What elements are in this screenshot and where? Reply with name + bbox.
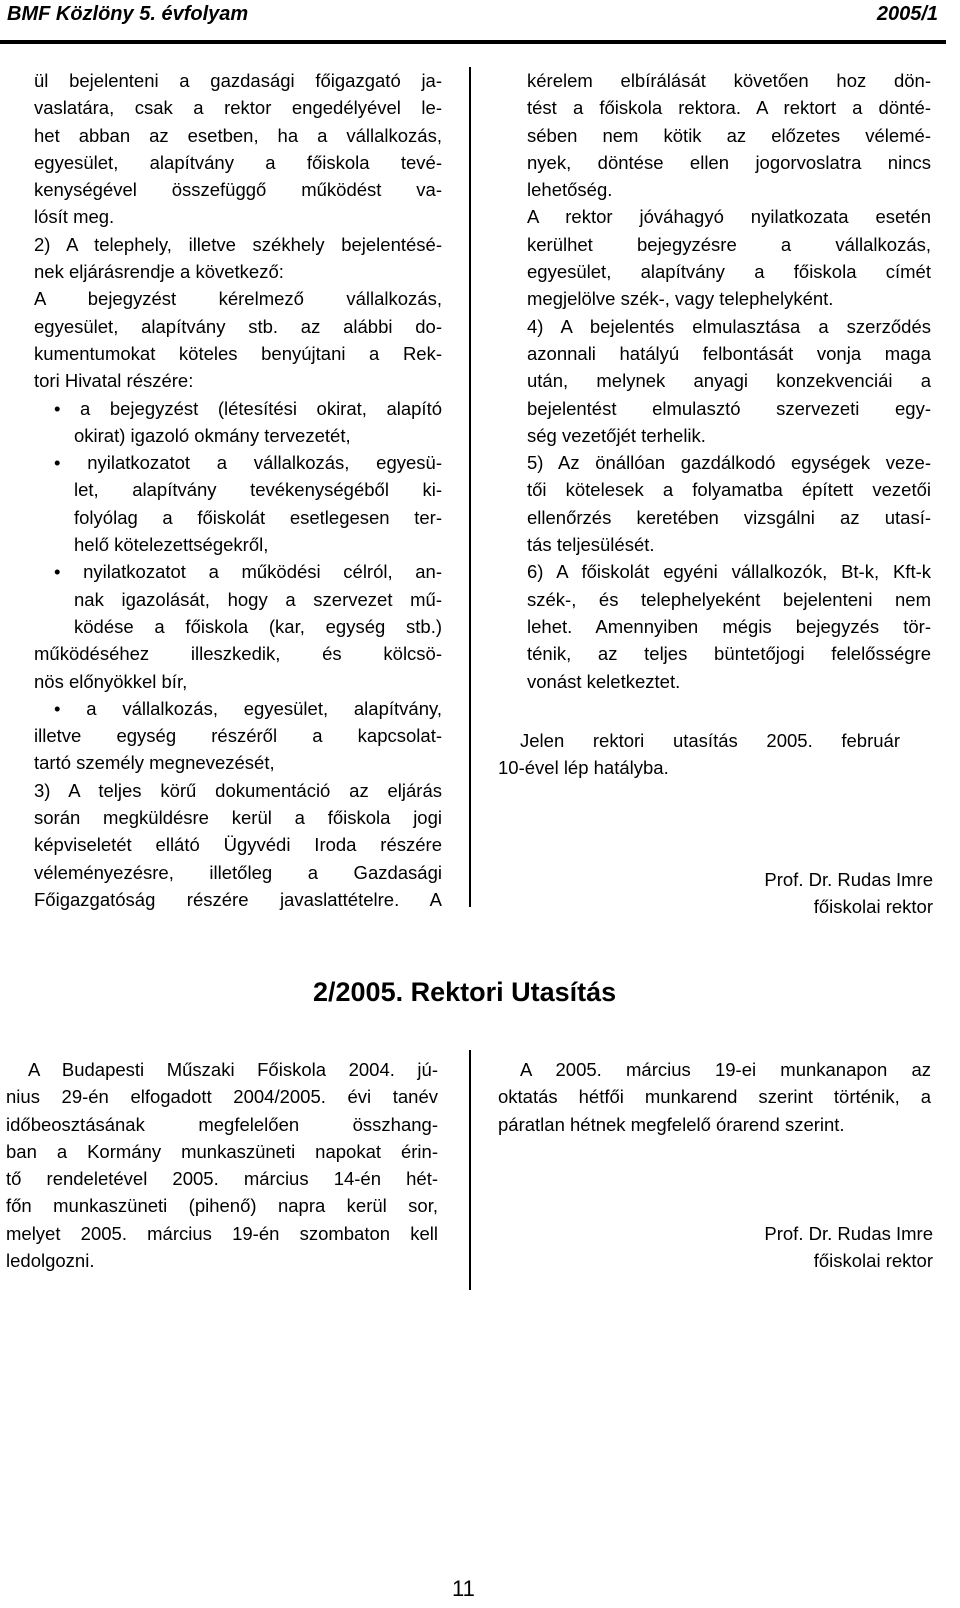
page-number: 11: [452, 1576, 475, 1601]
text-line: azonnali hatályú felbontását vonja maga: [527, 342, 931, 364]
section1-signature: [764, 866, 933, 921]
section2-right-column: [498, 1056, 931, 1138]
text-line: után, melynek anyagi konzekvenciái a: [527, 370, 931, 392]
text-line: • nyilatkozatot a működési célról, an-: [54, 561, 442, 583]
text-line: szék-, és telephelyeként bejelenteni nem: [527, 588, 931, 610]
text-line: A bejegyzést kérelmező vállalkozás,: [34, 288, 442, 310]
text-line: sében nem kötik az előzetes vélemé-: [527, 124, 931, 146]
text-line: nek eljárásrendje a következő:: [34, 261, 284, 283]
text-line: képviseletét ellátó Ügyvédi Iroda részére: [34, 834, 442, 856]
text-line: során megküldésre kerül a főiskola jogi: [34, 807, 442, 829]
column-divider: [469, 67, 471, 907]
text-line: tartó személy megnevezését,: [34, 752, 275, 774]
text-line: A rektor jóváhagyó nyilatkozata esetén: [527, 206, 931, 228]
text-line: let, alapítvány tevékenységéből ki-: [74, 479, 442, 501]
text-line: Jelen rektori utasítás 2005. február: [520, 730, 900, 751]
text-line: okirat) igazoló okmány tervezetét,: [74, 424, 351, 446]
effective-date-paragraph: [498, 727, 900, 782]
text-line: het abban az esetben, ha a vállalkozás,: [34, 124, 442, 146]
signature-title: főiskolai rektor: [813, 896, 933, 918]
text-line: 6) A főiskolát egyéni vállalkozók, Bt-k, Kft-k: [527, 561, 931, 583]
text-line: kumentumokat köteles benyújtani a Rek-: [34, 342, 442, 364]
text-line: helő kötelezettségekről,: [74, 534, 269, 556]
text-line: kerülhet bejegyzésre a vállalkozás,: [527, 233, 931, 255]
journal-title: BMF Közlöny 5. évfolyam: [7, 3, 249, 25]
signature-name: Prof. Dr. Rudas Imre: [764, 1223, 933, 1244]
text-line: lósít meg.: [34, 206, 115, 228]
column-divider-2: [469, 1050, 471, 1290]
text-line: nius 29-én elfogadott 2004/2005. évi tanév: [6, 1086, 438, 1108]
text-line: főn munkaszüneti (pihenő) napra kerül sor,: [6, 1195, 438, 1217]
text-line: folyólag a főiskolát esetlegesen ter-: [74, 506, 442, 528]
issue-number: 2005/1: [876, 3, 938, 25]
section2-left-column: [6, 1056, 438, 1274]
text-line: oktatás hétfői munkarend szerint történik, a: [498, 1086, 931, 1108]
section2-signature: [764, 1220, 933, 1275]
text-line: tést a főiskola rektora. A rektort a dönté-: [527, 97, 931, 119]
text-line: lehetőség.: [527, 179, 613, 201]
text-line: A 2005. március 19-ei munkanapon az: [520, 1059, 931, 1080]
signature-title: főiskolai rektor: [813, 1250, 933, 1272]
text-line: tás teljesülését.: [527, 534, 655, 556]
signature-name: Prof. Dr. Rudas Imre: [764, 869, 933, 890]
text-line: ténik, az teljes büntetőjogi felelősségre: [527, 643, 931, 665]
text-line: egyesület, alapítvány a főiskola tevé-: [34, 151, 442, 173]
text-line: ledolgozni.: [6, 1250, 95, 1272]
text-line: illetve egység részéről a kapcsolat-: [34, 725, 442, 747]
text-line: melyet 2005. március 19-én szombaton kell: [6, 1222, 438, 1244]
text-line: egyesület, alapítvány stb. az alábbi do-: [34, 315, 442, 337]
text-line: egyesület, alapítvány a főiskola címét: [527, 261, 931, 283]
text-line: • a vállalkozás, egyesület, alapítvány,: [54, 697, 442, 719]
text-line: tő rendeletével 2005. március 14-én hét-: [6, 1168, 438, 1190]
text-line: • a bejegyzést (létesítési okirat, alapító: [54, 397, 442, 419]
text-line: ség vezetőjét terhelik.: [527, 424, 706, 446]
text-line: nak igazolását, hogy a szervezet mű-: [74, 588, 442, 610]
header-rule: [0, 40, 946, 44]
text-line: 3) A teljes körű dokumentáció az eljárás: [34, 779, 442, 801]
text-line: • nyilatkozatot a vállalkozás, egyesü-: [54, 452, 442, 474]
text-line: bejelentést elmulasztó szervezeti egy-: [527, 397, 931, 419]
text-line: ellenőrzés keretében vizsgálni az utasí-: [527, 506, 931, 528]
text-line: lehet. Amennyiben mégis bejegyzés tör-: [527, 615, 931, 637]
text-line: megjelölve szék-, vagy telephelyként.: [527, 288, 834, 310]
text-line: ködése a főiskola (kar, egység stb.): [74, 615, 442, 637]
text-line: 5) Az önállóan gazdálkodó egységek veze-: [527, 452, 931, 474]
text-line: véleményezésre, illetőleg a Gazdasági: [34, 861, 442, 883]
text-line: 10-ével lép hatályba.: [498, 757, 669, 779]
text-line: 2) A telephely, illetve székhely bejelentésé-: [34, 233, 442, 255]
text-line: nös előnyökkel bír,: [34, 670, 188, 692]
text-line: 4) A bejelentés elmulasztása a szerződés: [527, 315, 931, 337]
text-line: kenységével összefüggő működést va-: [34, 179, 442, 201]
text-line: A Budapesti Műszaki Főiskola 2004. jú-: [28, 1059, 438, 1080]
text-line: időbeosztásának megfelelően összhang-: [6, 1113, 438, 1135]
text-line: ban a Kormány munkaszüneti napokat érin-: [6, 1140, 438, 1162]
text-line: ül bejelenteni a gazdasági főigazgató ja-: [34, 70, 442, 91]
text-line: kérelem elbírálását követően hoz dön-: [527, 70, 931, 91]
text-line: vaslatára, csak a rektor engedélyével le-: [34, 97, 442, 119]
section1-right-column: [527, 67, 931, 695]
text-line: működéséhez illeszkedik, és kölcsö-: [34, 643, 442, 665]
text-line: páratlan hétnek megfelelő órarend szerint.: [498, 1113, 845, 1135]
text-line: nyek, döntése ellen jogorvoslatra nincs: [527, 151, 931, 173]
section1-left-column: [34, 67, 442, 913]
section-heading: 2/2005. Rektori Utasítás: [313, 977, 617, 1007]
text-line: vonást keletkeztet.: [527, 670, 681, 692]
text-line: tori Hivatal részére:: [34, 370, 194, 392]
text-line: tői kötelesek a folyamatba épített vezetői: [527, 479, 931, 501]
text-line: Főigazgatóság részére javaslattételre. A: [34, 888, 442, 910]
